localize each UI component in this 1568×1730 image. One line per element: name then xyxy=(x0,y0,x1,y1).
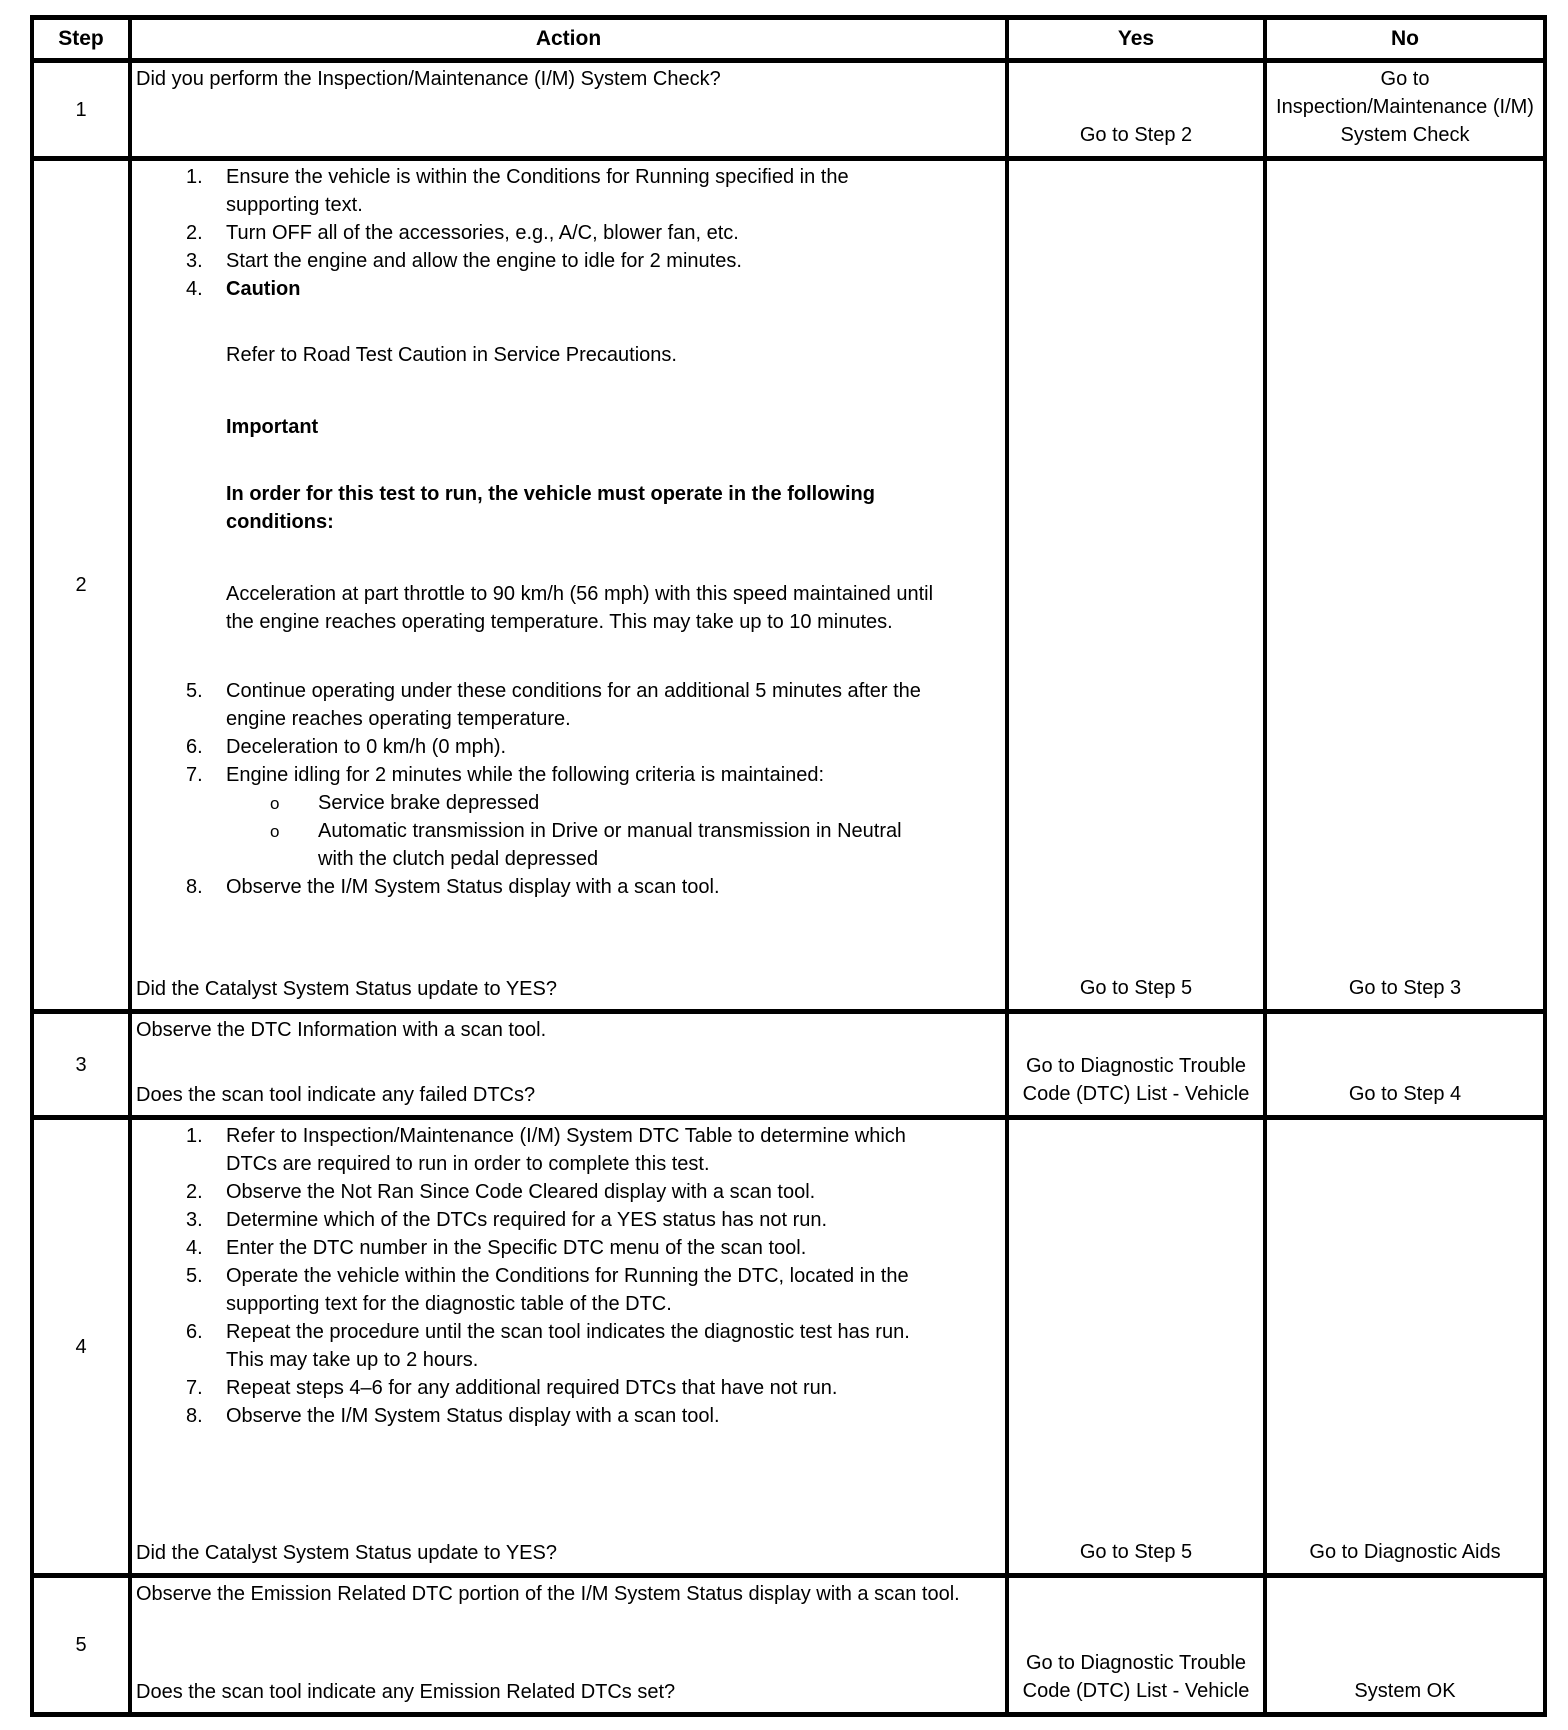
header-row xyxy=(32,18,1545,61)
list-item: 2. Turn OFF all of the accessories, e.g., A/C, blower fan, etc. xyxy=(136,219,999,247)
important-text: In order for this test to run, the vehicle must operate in the following conditions: xyxy=(226,483,875,533)
no-cell: Go to Step 4 xyxy=(1265,1012,1545,1118)
action-cell xyxy=(130,1576,1007,1715)
caution-label: Caution xyxy=(226,278,301,300)
yes-cell: Go to Diagnostic Trouble Code (DTC) List - Vehicle xyxy=(1007,1576,1265,1715)
list-item xyxy=(136,275,999,636)
column-header-yes: Yes xyxy=(1007,18,1265,61)
list-number: 4. xyxy=(186,278,203,300)
table-row-step-2 xyxy=(32,159,1545,1012)
action-steps-list xyxy=(136,163,999,901)
list-number: 8. xyxy=(186,876,203,898)
action-question: Does the scan tool indicate any Emission Related DTCs set? xyxy=(136,1681,676,1703)
list-item: 1. Refer to Inspection/Maintenance (I/M) System DTC Table to determine which DTCs are required to run in order to complete this test. xyxy=(136,1122,999,1178)
action-steps-list xyxy=(136,1122,999,1430)
sub-bullet-list xyxy=(226,789,999,873)
action-cell xyxy=(130,1012,1007,1118)
caution-text: Refer to Road Test Caution in Service Precautions. xyxy=(226,344,677,366)
list-number: 8. xyxy=(186,1405,203,1427)
list-item: 7. Repeat steps 4–6 for any additional required DTCs that have not run. xyxy=(136,1374,999,1402)
list-number: 7. xyxy=(186,1377,203,1399)
list-number: 1. xyxy=(186,1125,203,1147)
table-row-step-3 xyxy=(32,1012,1545,1118)
list-item: 4. Enter the DTC number in the Specific DTC menu of the scan tool. xyxy=(136,1234,999,1262)
list-number: 6. xyxy=(186,736,203,758)
list-number: 5. xyxy=(186,1265,203,1287)
table-row-step-4 xyxy=(32,1118,1545,1576)
list-number: 4. xyxy=(186,1237,203,1259)
no-cell: Go to Inspection/Maintenance (I/M) System Check xyxy=(1265,61,1545,159)
column-header-action: Action xyxy=(130,18,1007,61)
no-cell: Go to Diagnostic Aids xyxy=(1265,1118,1545,1576)
step-cell: 3 xyxy=(32,1012,130,1118)
list-item: 1. Ensure the vehicle is within the Conditions for Running specified in the supporting text. xyxy=(136,163,999,219)
list-item: 6. Deceleration to 0 km/h (0 mph). xyxy=(136,733,999,761)
action-question: Did the Catalyst System Status update to YES? xyxy=(136,1542,557,1564)
list-number: 2. xyxy=(186,222,203,244)
list-item: 6. Repeat the procedure until the scan tool indicates the diagnostic test has run. This may take up to 2 hours. xyxy=(136,1318,999,1374)
action-question: Did you perform the Inspection/Maintenance (I/M) System Check? xyxy=(136,68,721,90)
yes-cell: Go to Step 5 xyxy=(1007,1118,1265,1576)
important-label: Important xyxy=(226,416,319,438)
circle-bullet-icon: o xyxy=(270,822,280,841)
action-cell xyxy=(130,1118,1007,1576)
table-row-step-1 xyxy=(32,61,1545,159)
action-cell xyxy=(130,61,1007,159)
step-cell: 1 xyxy=(32,61,130,159)
list-item: 8. Observe the I/M System Status display with a scan tool. xyxy=(136,1402,999,1430)
action-cell xyxy=(130,159,1007,1012)
step-cell: 4 xyxy=(32,1118,130,1576)
list-number: 1. xyxy=(186,166,203,188)
step-cell: 2 xyxy=(32,159,130,1012)
list-number: 7. xyxy=(186,764,203,786)
column-header-no: No xyxy=(1265,18,1545,61)
list-item: 3. Start the engine and allow the engine to idle for 2 minutes. xyxy=(136,247,999,275)
action-text: Observe the Emission Related DTC portion of the I/M System Status display with a scan tool. xyxy=(136,1583,960,1605)
diagnostic-table xyxy=(30,15,1547,1717)
list-number: 3. xyxy=(186,250,203,272)
list-item: 3. Determine which of the DTCs required for a YES status has not run. xyxy=(136,1206,999,1234)
yes-cell: Go to Step 5 xyxy=(1007,159,1265,1012)
conditions-text: Acceleration at part throttle to 90 km/h (56 mph) with this speed maintained until the engine reaches operating temperature. This may take up to 10 minutes. xyxy=(226,583,934,633)
yes-cell: Go to Diagnostic Trouble Code (DTC) List - Vehicle xyxy=(1007,1012,1265,1118)
list-item: o Service brake depressed xyxy=(226,789,999,817)
list-item: 5. Continue operating under these conditions for an additional 5 minutes after the engine reaches operating temperature. xyxy=(136,677,999,733)
action-question: Did the Catalyst System Status update to YES? xyxy=(136,978,557,1000)
circle-bullet-icon: o xyxy=(270,794,280,813)
list-number: 6. xyxy=(186,1321,203,1343)
list-number: 5. xyxy=(186,680,203,702)
no-cell: System OK xyxy=(1265,1576,1545,1715)
yes-cell: Go to Step 2 xyxy=(1007,61,1265,159)
list-number: 2. xyxy=(186,1181,203,1203)
list-item: 7. Engine idling for 2 minutes while the following criteria is maintained: o Service brake depressed o Automatic transmission in Drive or manual transmission in Neutral with the clutch pedal depressed xyxy=(136,761,999,873)
step-cell: 5 xyxy=(32,1576,130,1715)
list-number: 3. xyxy=(186,1209,203,1231)
list-item: 2. Observe the Not Ran Since Code Cleared display with a scan tool. xyxy=(136,1178,999,1206)
list-item: 8. Observe the I/M System Status display with a scan tool. xyxy=(136,873,999,901)
list-item: 5. Operate the vehicle within the Conditions for Running the DTC, located in the supporting text for the diagnostic table of the DTC. xyxy=(136,1262,999,1318)
action-question: Does the scan tool indicate any failed DTCs? xyxy=(136,1084,536,1106)
action-text: Observe the DTC Information with a scan tool. xyxy=(136,1019,547,1041)
list-item: o Automatic transmission in Drive or manual transmission in Neutral with the clutch pedal depressed xyxy=(270,820,902,870)
table-row-step-5 xyxy=(32,1576,1545,1715)
no-cell: Go to Step 3 xyxy=(1265,159,1545,1012)
column-header-step: Step xyxy=(32,18,130,61)
